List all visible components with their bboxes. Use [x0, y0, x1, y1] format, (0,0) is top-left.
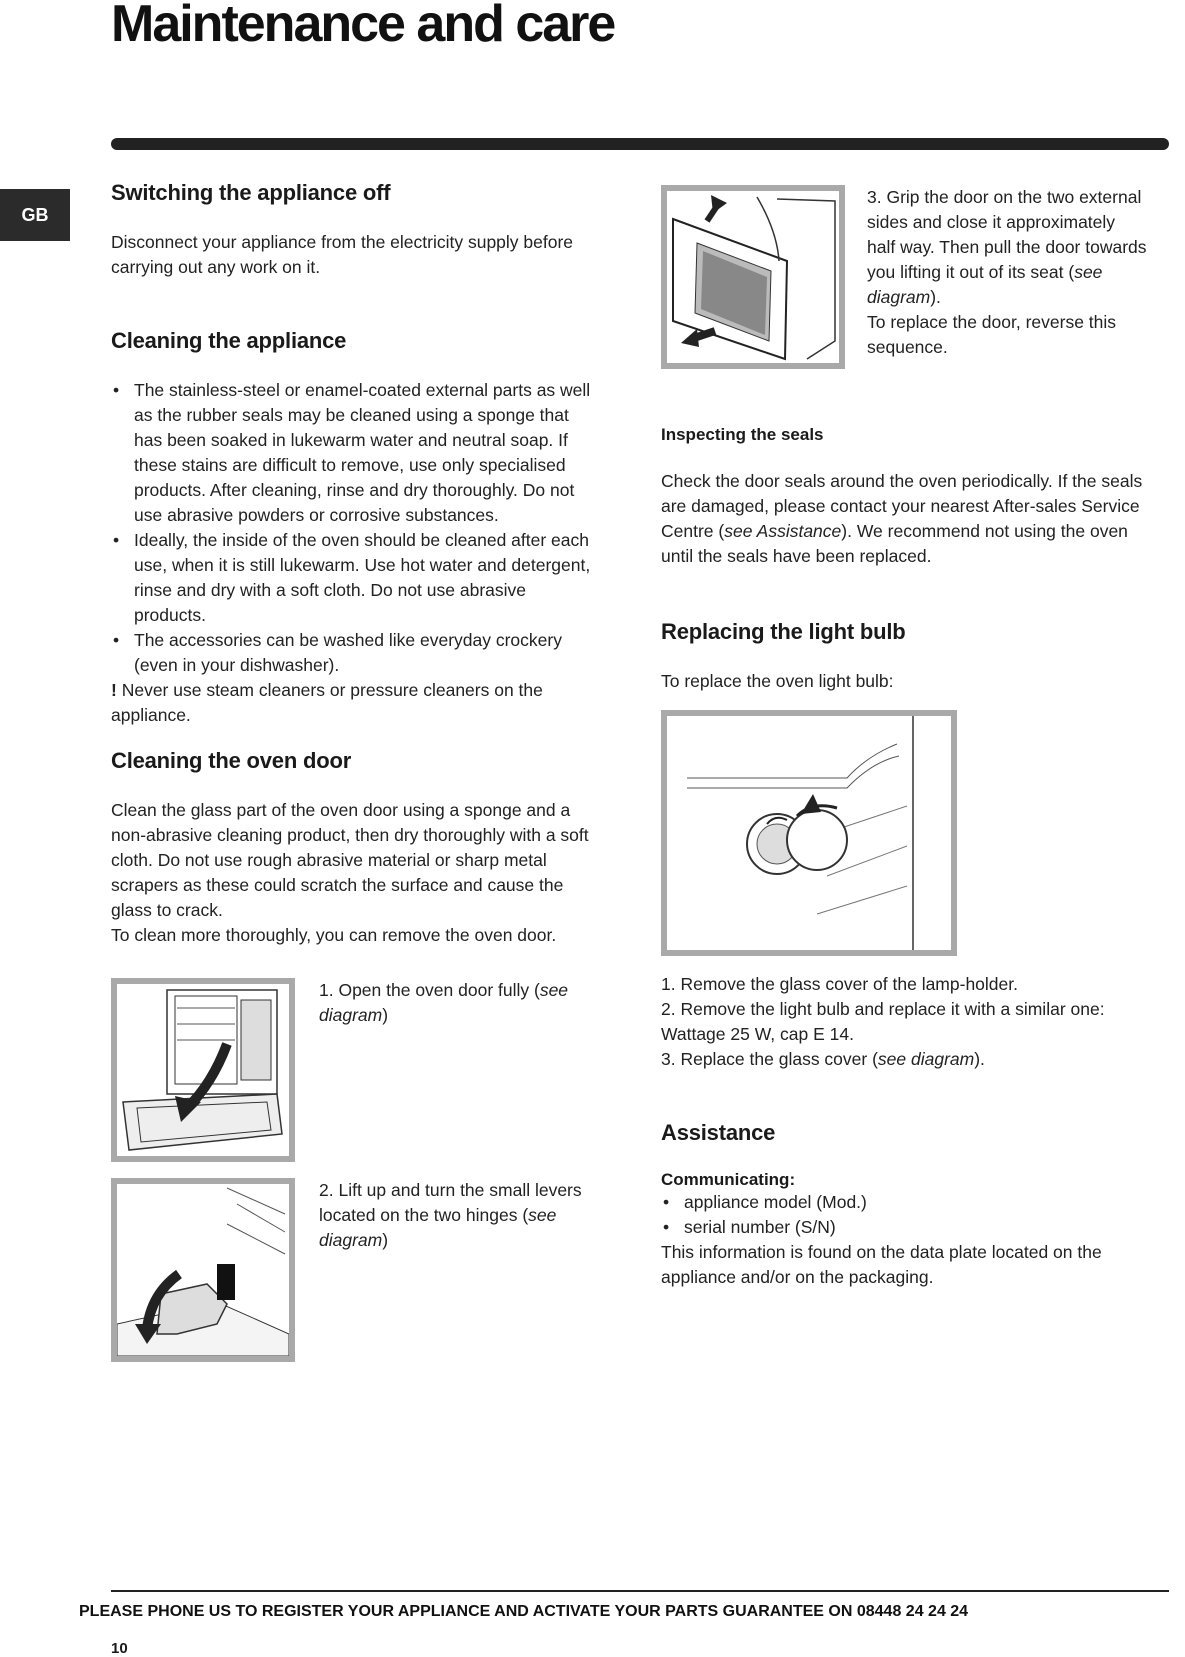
cleaning-door-heading: Cleaning the oven door	[111, 748, 352, 773]
step-end: ).	[930, 287, 941, 307]
switching-off-section	[111, 180, 595, 280]
see-diagram-ref: see diagram	[877, 1049, 975, 1069]
warning-note	[111, 678, 595, 728]
light-bulb-heading: Replacing the light bulb	[661, 619, 906, 644]
cleaning-appliance-list	[111, 378, 595, 678]
header-rule	[111, 138, 1169, 150]
seals-text	[661, 469, 1161, 569]
lamp-holder-diagram-icon	[661, 710, 957, 956]
seals-section	[661, 425, 1161, 569]
light-bulb-intro: To replace the oven light bulb:	[661, 671, 894, 691]
list-item: • serial number (S/N)	[661, 1215, 1161, 1240]
switching-off-heading: Switching the appliance off	[111, 180, 391, 205]
door-step-1	[111, 978, 595, 1162]
list-item: • Ideally, the inside of the oven should be cleaned after each use, when it is still lukewarm. Use hot water and detergent, rinse and dry with a soft cloth. Do not use abrasive products.	[111, 528, 595, 628]
page-number: 10	[111, 1640, 128, 1657]
door-step-1-text	[319, 978, 595, 1162]
hinge-lever-diagram-icon	[111, 1178, 295, 1362]
warning-text: Never use steam cleaners or pressure cleaners on the appliance.	[111, 680, 543, 725]
communicating-label: Communicating:	[661, 1170, 796, 1189]
right-column	[661, 185, 1161, 1290]
seals-text-b: ). We recommend not using the oven until the seals have been replaced.	[661, 521, 1128, 566]
light-bulb-step-2: 2. Remove the light bulb and replace it with a similar one: Wattage 25 W, cap E 14.	[661, 999, 1105, 1044]
see-diagram-ref: see diagram	[319, 980, 569, 1025]
step-text: 2. Lift up and turn the small levers located on the two hinges (	[319, 1180, 582, 1225]
list-item: • The accessories can be washed like everyday crockery (even in your dishwasher).	[111, 628, 595, 678]
light-bulb-step-3	[661, 1047, 1161, 1072]
footer-note: PLEASE PHONE US TO REGISTER YOUR APPLIANCE AND ACTIVATE YOUR PARTS GUARANTEE ON 08448 24 24 24	[79, 1603, 969, 1620]
cleaning-door-text-2: To clean more thoroughly, you can remove the oven door.	[111, 925, 557, 945]
door-step-3	[661, 185, 1161, 369]
list-item: • appliance model (Mod.)	[661, 1190, 1161, 1215]
footer-rule	[111, 1590, 1169, 1592]
see-assistance-ref: see Assistance	[724, 521, 842, 541]
seals-heading: Inspecting the seals	[661, 425, 824, 444]
cleaning-appliance-section	[111, 328, 595, 728]
page-title: Maintenance and care	[111, 0, 615, 53]
step-end: )	[382, 1230, 389, 1250]
step-text: 1. Open the oven door fully (	[319, 980, 540, 1000]
door-step-3-text	[867, 185, 1147, 369]
assistance-section	[661, 1120, 1161, 1290]
step-text-2: To replace the door, reverse this sequence.	[867, 312, 1117, 357]
warning-mark: !	[111, 680, 117, 700]
door-removal-diagram-icon	[661, 185, 845, 369]
step-end: )	[382, 1005, 389, 1025]
assistance-heading: Assistance	[661, 1120, 776, 1145]
light-bulb-section	[661, 619, 1161, 1072]
light-bulb-step-1: 1. Remove the glass cover of the lamp-holder.	[661, 974, 1018, 994]
cleaning-appliance-heading: Cleaning the appliance	[111, 328, 347, 353]
see-diagram-ref: see diagram	[319, 1205, 557, 1250]
step-end: ).	[974, 1049, 985, 1069]
assistance-text: This information is found on the data plate located on the appliance and/or on the packaging.	[661, 1242, 1102, 1287]
switching-off-text: Disconnect your appliance from the electricity supply before carrying out any work on it.	[111, 232, 574, 277]
assistance-list	[661, 1190, 1161, 1240]
door-step-2-text	[319, 1178, 595, 1362]
step-text: 3. Grip the door on the two external sides and close it approximately half way. Then pull the door towards you lifting it out of its seat (	[867, 187, 1147, 282]
cleaning-door-section	[111, 748, 595, 1362]
seals-text-a: Check the door seals around the oven periodically. If the seals are damaged, please contact your nearest After-sales Service Centre (	[661, 471, 1143, 541]
see-diagram-ref: see diagram	[867, 262, 1103, 307]
list-item: • The stainless-steel or enamel-coated external parts as well as the rubber seals may be cleaned using a sponge that has been soaked in lukewarm water and neutral soap. If these stains are difficult to remove, use only specialised products. After cleaning, rinse and dry thoroughly. Do not use abrasive powders or corrosive substances.	[111, 378, 595, 528]
cleaning-door-text: Clean the glass part of the oven door using a sponge and a non-abrasive cleaning product, then dry thoroughly with a soft cloth. Do not use rough abrasive material or sharp metal scrapers as these could scratch the surface and cause the glass to crack.	[111, 800, 589, 920]
step-text: 3. Replace the glass cover (	[661, 1049, 878, 1069]
left-column	[111, 180, 595, 1378]
door-step-2	[111, 1178, 595, 1362]
language-tab: GB	[0, 189, 70, 241]
oven-open-door-diagram-icon	[111, 978, 295, 1162]
